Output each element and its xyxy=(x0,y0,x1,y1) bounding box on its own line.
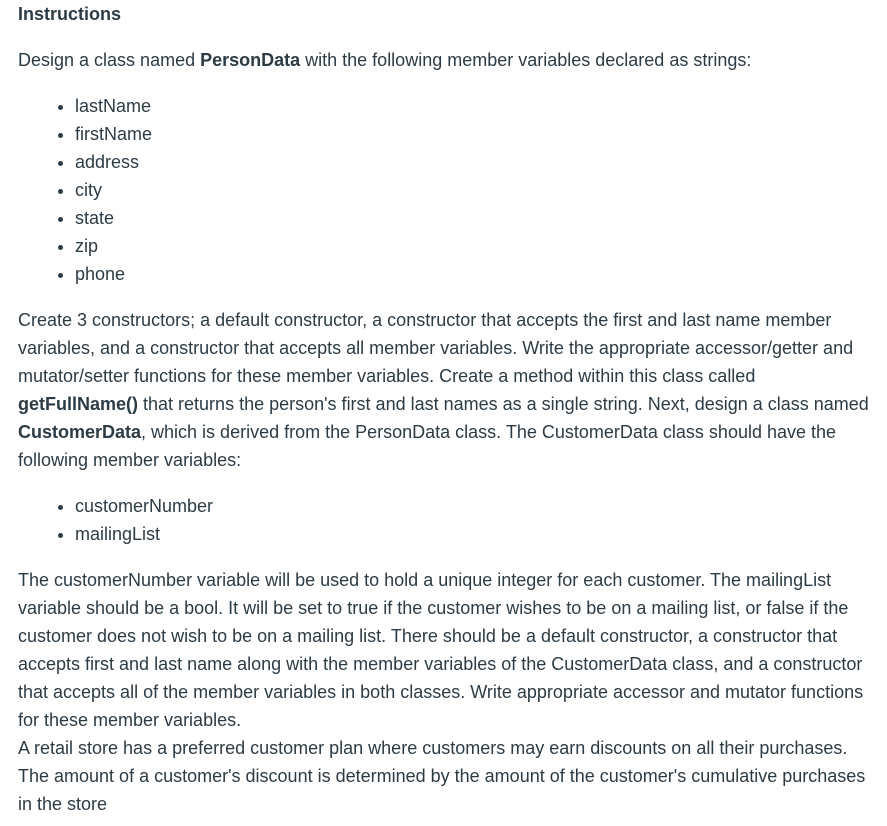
instructions-heading: Instructions xyxy=(18,4,122,24)
para2-text-1: Create 3 constructors; a default constructor, a constructor that accepts the first and last name member variables, and a constructor that accepts all member variables. Write the appropriate accessor/getter and mutator/setter functions for these member variables. Create a method within this class called xyxy=(18,310,854,386)
list-item: • address xyxy=(75,148,869,176)
method-name: getFullName() xyxy=(18,394,139,414)
person-fields-list xyxy=(18,92,869,288)
intro-text-after: with the following member variables declared as strings: xyxy=(300,50,752,70)
list-item: • firstName xyxy=(75,120,869,148)
customer-fields-list xyxy=(18,492,869,548)
intro-paragraph xyxy=(18,46,869,74)
retail-store-paragraph: A retail store has a preferred customer plan where customers may earn discounts on all their purchases. The amount of a customer's discount is determined by the amount of the customer's cumulative purchases in the store xyxy=(18,738,866,814)
intro-text-before: Design a class named xyxy=(18,50,201,70)
list-item: • zip xyxy=(75,232,869,260)
list-item: • mailingList xyxy=(75,520,869,548)
para2-text-3: , which is derived from the PersonData class. The CustomerData class should have the following member variables: xyxy=(18,422,837,470)
constructors-paragraph xyxy=(18,306,869,474)
para2-text-2: that returns the person's first and last names as a single string. Next, design a class named xyxy=(138,394,869,414)
derived-class-name: CustomerData xyxy=(18,422,142,442)
list-item: • state xyxy=(75,204,869,232)
customer-details-paragraph: The customerNumber variable will be used to hold a unique integer for each customer. The mailingList variable should be a bool. It will be set to true if the customer wishes to be on a mailing list, or false if the customer does not wish to be on a mailing list. There should be a default constructor, a constructor that accepts first and last name along with the member variables of the CustomerData class, and a constructor that accepts all of the member variables in both classes. Write appropriate accessor and mutator functions for these member variables. xyxy=(18,570,864,730)
list-item: • city xyxy=(75,176,869,204)
list-item: • lastName xyxy=(75,92,869,120)
intro-class-name: PersonData xyxy=(200,50,301,70)
list-item: • phone xyxy=(75,260,869,288)
list-item: • customerNumber xyxy=(75,492,869,520)
